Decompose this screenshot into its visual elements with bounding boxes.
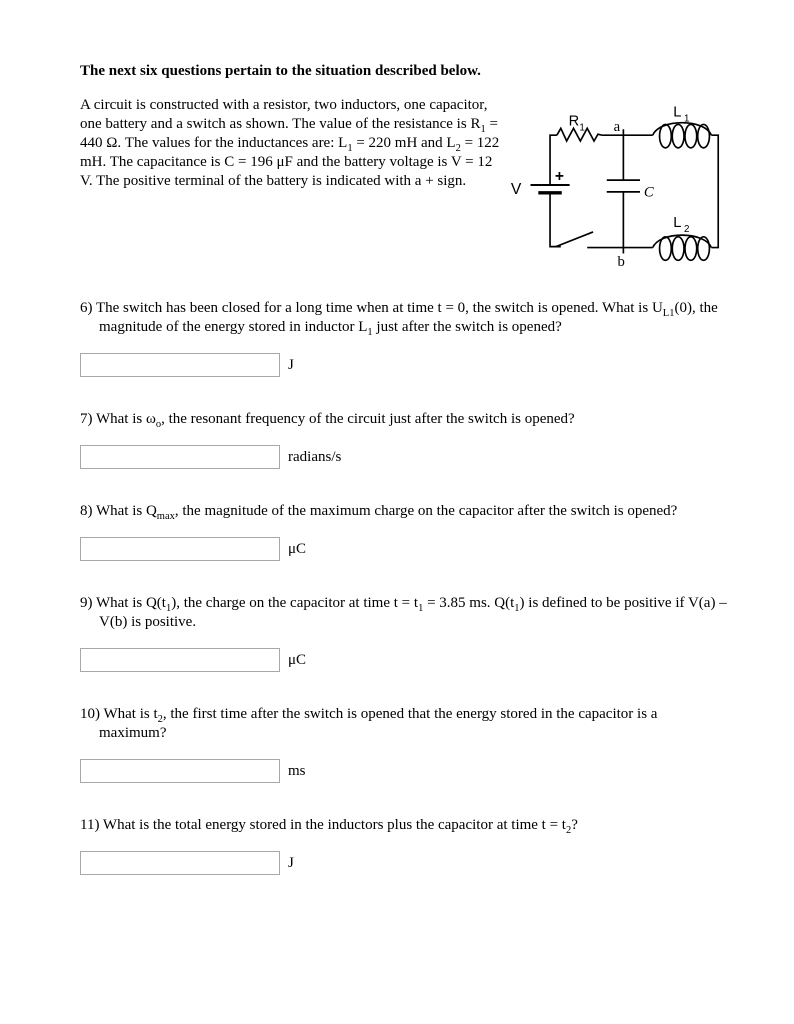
battery-label: V xyxy=(510,180,522,198)
unit-label-q7: radians/s xyxy=(288,448,342,465)
answer-input-q10[interactable] xyxy=(80,759,280,783)
circuit-labels xyxy=(511,105,690,271)
question-8-answer-row xyxy=(80,537,728,561)
battery-plus-sign: + xyxy=(554,168,565,186)
problem-intro-row xyxy=(80,96,754,274)
question-7-answer-row xyxy=(80,445,728,469)
inductor2-label: L xyxy=(673,215,682,232)
answer-input-q6[interactable] xyxy=(80,353,280,377)
unit-label-q9: μC xyxy=(288,651,307,668)
resistor-label: R xyxy=(568,113,580,130)
node-a-label: a xyxy=(613,119,621,136)
question-7 xyxy=(80,410,728,469)
unit-label-q10: ms xyxy=(288,762,306,779)
inductor1-loop xyxy=(672,124,684,147)
answer-input-q11[interactable] xyxy=(80,851,280,875)
inductor2-label-sub: 2 xyxy=(684,223,690,235)
inductor1-label: L xyxy=(673,104,682,121)
circuit-wires xyxy=(530,123,718,261)
question-6 xyxy=(80,299,728,377)
capacitor-label: C xyxy=(643,184,654,201)
answer-input-q8[interactable] xyxy=(80,537,280,561)
inductor2-loop xyxy=(660,237,672,260)
wire-right xyxy=(711,135,718,247)
unit-label-q6: J xyxy=(288,356,294,373)
node-b-label: b xyxy=(617,254,625,271)
circuit-diagram xyxy=(508,98,728,274)
problem-description: A circuit is constructed with a resistor, two inductors, one capacitor, one battery and a switch as shown. The value of the resistance is $R_1 = 440$ Ω. The values for the inductances are: $L_1 = 220$ mH and $L_2 = 122$ mH. The capacitance is C = 196 μF and the battery voltage is V = 12 V. The positive terminal of the battery is indicated with a + sign. xyxy=(80,97,500,189)
switch-symbol xyxy=(556,232,593,247)
inductor2-loop xyxy=(672,237,684,260)
resistor-label-sub: 1 xyxy=(579,122,585,134)
inductor1-loop xyxy=(660,124,672,147)
inductor1-label-sub: 1 xyxy=(684,113,690,125)
question-11 xyxy=(80,816,728,875)
question-10-answer-row xyxy=(80,759,728,783)
question-10 xyxy=(80,705,728,783)
question-9 xyxy=(80,594,728,672)
question-7-text: 7) What is $\omega_o$, the resonant frequency of the circuit just after the switch is opened? xyxy=(80,411,575,430)
inductor2-loop xyxy=(685,237,697,260)
question-8 xyxy=(80,502,728,561)
battery-bottom-wire xyxy=(550,194,561,247)
answer-input-q9[interactable] xyxy=(80,648,280,672)
question-6-answer-row xyxy=(80,353,728,377)
question-11-text: 11) What is the total energy stored in the inductors plus the capacitor at time $t = t_2$? xyxy=(80,817,578,836)
question-9-answer-row xyxy=(80,648,728,672)
question-10-text: 10) What is $t_2$, the first time after the switch is opened that the energy stored in the capacitor is a maximum? xyxy=(80,706,658,741)
inductor1-loop xyxy=(685,124,697,147)
unit-label-q11: J xyxy=(288,854,294,871)
question-8-text: 8) What is $Q_{max}$, the magnitude of the maximum charge on the capacitor after the switch is opened? xyxy=(80,503,678,522)
answer-input-q7[interactable] xyxy=(80,445,280,469)
question-11-answer-row xyxy=(80,851,728,875)
unit-label-q8: μC xyxy=(288,540,307,557)
page-title: The next six questions pertain to the situation described below. xyxy=(80,63,481,79)
question-6-text: 6) The switch has been closed for a long time when at time t = 0, the switch is opened. What is $U_{L1}(0)$, the magnitude of the energy stored in inductor $L_1$ just after the switch is opened? xyxy=(80,300,718,338)
question-9-text: 9) What is $Q(t_1)$, the charge on the capacitor at time $t = t_1 = 3.85$ ms. $Q(t_1)$ is defined to be positive if V(a) – V(b) is positive. xyxy=(80,595,727,630)
